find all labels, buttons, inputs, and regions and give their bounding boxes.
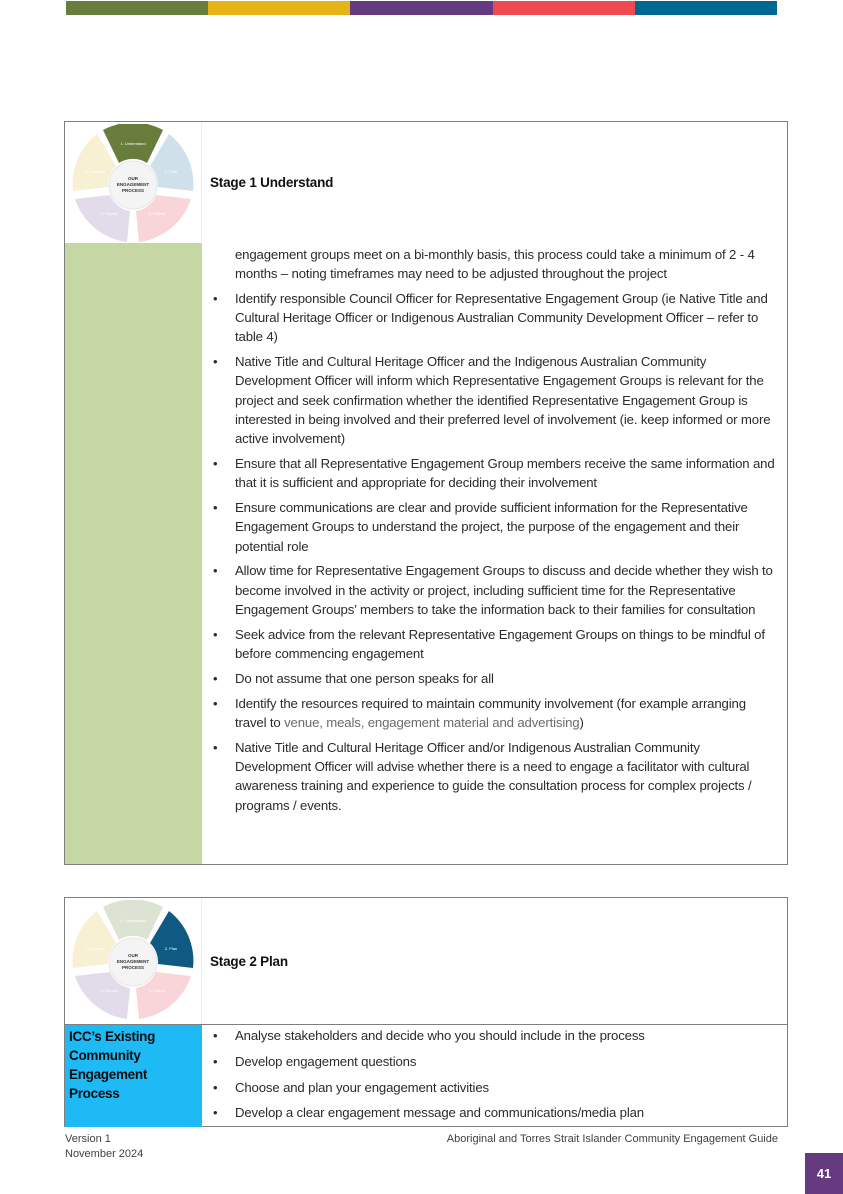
- list-item: • Analyse stakeholders and decide who you should include in the process: [210, 1026, 779, 1045]
- list-item: • Do not assume that one person speaks for all: [210, 669, 779, 688]
- stage1-bullet-list: [210, 289, 779, 815]
- svg-text:2. Plan: 2. Plan: [164, 946, 178, 951]
- list-item-resources: • Identify the resources required to maintain community involvement (for example arranging travel to venue, meals, engagement material and advertising): [213, 695, 746, 731]
- color-band-segment-blue: [635, 1, 777, 15]
- color-band-segment-green: [66, 1, 208, 15]
- bullet-icon: •: [213, 290, 218, 306]
- stage1-title-cell: [202, 122, 787, 243]
- stage2-bullet-list: [210, 1026, 779, 1123]
- bullet-icon: •: [213, 1079, 218, 1095]
- stage1-body-row: [65, 243, 787, 864]
- stage1-content-cell: [202, 243, 787, 864]
- stage2-content-cell: [202, 1025, 787, 1127]
- color-band-segment-purple: [350, 1, 492, 15]
- bullet-icon: •: [213, 500, 218, 516]
- svg-text:4. Report: 4. Report: [100, 211, 118, 216]
- svg-text:1. Understand: 1. Understand: [120, 918, 146, 923]
- bullet-icon: •: [213, 1053, 218, 1069]
- footer-date: November 2024: [65, 1148, 144, 1160]
- svg-text:ENGAGEMENT: ENGAGEMENT: [116, 959, 150, 964]
- stage2-side-cell: [65, 1025, 202, 1127]
- list-item: • Allow time for Representative Engagement Groups to discuss and decide whether they wish to become involved in the activity or project, including sufficient time for the Representative Engagement Groups’ members to take the information back to their families for consultation: [213, 563, 773, 618]
- list-item: • Develop a clear engagement message and communications/media plan: [210, 1103, 779, 1122]
- footer-version: Version 1: [65, 1133, 111, 1145]
- bullet-icon: •: [213, 695, 218, 711]
- stage2-title-cell: [202, 898, 787, 1024]
- wheel-center-label-1: OUR: [128, 176, 138, 181]
- list-item: • Choose and plan your engagement activities: [210, 1078, 779, 1097]
- stage2-side-label: ICC’s Existing Community Engagement Process: [69, 1029, 156, 1101]
- bullet-icon: •: [213, 455, 218, 471]
- color-band-segment-red: [493, 1, 635, 15]
- svg-text:2. Plan: 2. Plan: [164, 169, 178, 174]
- engagement-process-wheel-icon: [71, 900, 195, 1020]
- list-item: • Native Title and Cultural Heritage Officer and the Indigenous Australian Community Development Officer will inform which Representative Engagement Groups is relevant for the project and seek confirmation whether the identified Representative Engagement Group is interested in being involved and their preferred level of involvement (ie. keep informed or more active involvement): [213, 353, 771, 447]
- svg-text:OUR: OUR: [128, 953, 138, 958]
- svg-text:3. Deliver: 3. Deliver: [148, 988, 166, 993]
- svg-text:3. Deliver: 3. Deliver: [148, 211, 166, 216]
- page-number-badge: 41: [805, 1153, 843, 1194]
- bullet-icon: •: [213, 626, 218, 642]
- stage2-body-row: [65, 1025, 787, 1127]
- bullet-icon: •: [213, 670, 218, 686]
- wheel-center-label-3: PROCESS: [121, 188, 145, 193]
- stage1-wheel-cell: [65, 122, 202, 243]
- list-item: • Ensure communications are clear and provide sufficient information for the Representative Engagement Groups to understand the project, the purpose of the engagement and their potential role: [213, 500, 748, 554]
- list-item: • Seek advice from the relevant Representative Engagement Groups on things to be mindful of before commencing engagement: [213, 626, 765, 662]
- svg-text:5. Evaluate: 5. Evaluate: [84, 169, 106, 174]
- bullet-icon: •: [213, 739, 218, 755]
- stage1-title: Stage 1 Understand: [210, 175, 334, 190]
- stage2-title: Stage 2 Plan: [210, 953, 288, 969]
- color-band-segment-yellow: [208, 1, 350, 15]
- bullet-icon: •: [213, 353, 218, 369]
- footer-version-block: [65, 1132, 143, 1162]
- svg-text:4. Report: 4. Report: [100, 988, 118, 993]
- svg-text:PROCESS: PROCESS: [121, 965, 145, 970]
- list-item: • Native Title and Cultural Heritage Officer and/or Indigenous Australian Community Development Officer will advise whether there is a need to engage a facilitator with cultural awareness training and experience to guide the consultation process for complex projects / programs / events.: [213, 739, 752, 813]
- color-band: [66, 1, 777, 15]
- stage1-header-row: [65, 122, 787, 243]
- bullet-icon: •: [213, 1105, 218, 1121]
- stage1-side-cell: [65, 243, 202, 864]
- list-item: • Identify responsible Council Officer for Representative Engagement Group (ie Native Title and Cultural Heritage Officer or Indigenous Australian Community Development Officer – refer to table 4): [213, 290, 768, 345]
- svg-text:1. Understand: 1. Understand: [120, 141, 146, 146]
- svg-text:5. Evaluate: 5. Evaluate: [84, 946, 106, 951]
- list-item: • Ensure that all Representative Engagement Group members receive the same information and that it is sufficient and appropriate for deciding their involvement: [213, 455, 775, 491]
- stage1-continued-text: engagement groups meet on a bi-monthly basis, this process could take a minimum of 2 - 4 months – noting timeframes may need to be adjusted throughout the project: [235, 247, 755, 282]
- stage2-table: [64, 897, 788, 1127]
- wheel-center-label-2: ENGAGEMENT: [116, 182, 150, 187]
- stage2-wheel-cell: [65, 898, 202, 1024]
- bullet-icon: •: [213, 1028, 218, 1043]
- footer-guide-title: Aboriginal and Torres Strait Islander Community Engagement Guide: [446, 1133, 778, 1145]
- list-item: • Develop engagement questions: [210, 1052, 779, 1071]
- stage2-header-row: [65, 898, 787, 1025]
- bullet-icon: •: [213, 563, 218, 579]
- engagement-process-wheel-icon: [71, 124, 195, 242]
- stage1-table: [64, 121, 788, 865]
